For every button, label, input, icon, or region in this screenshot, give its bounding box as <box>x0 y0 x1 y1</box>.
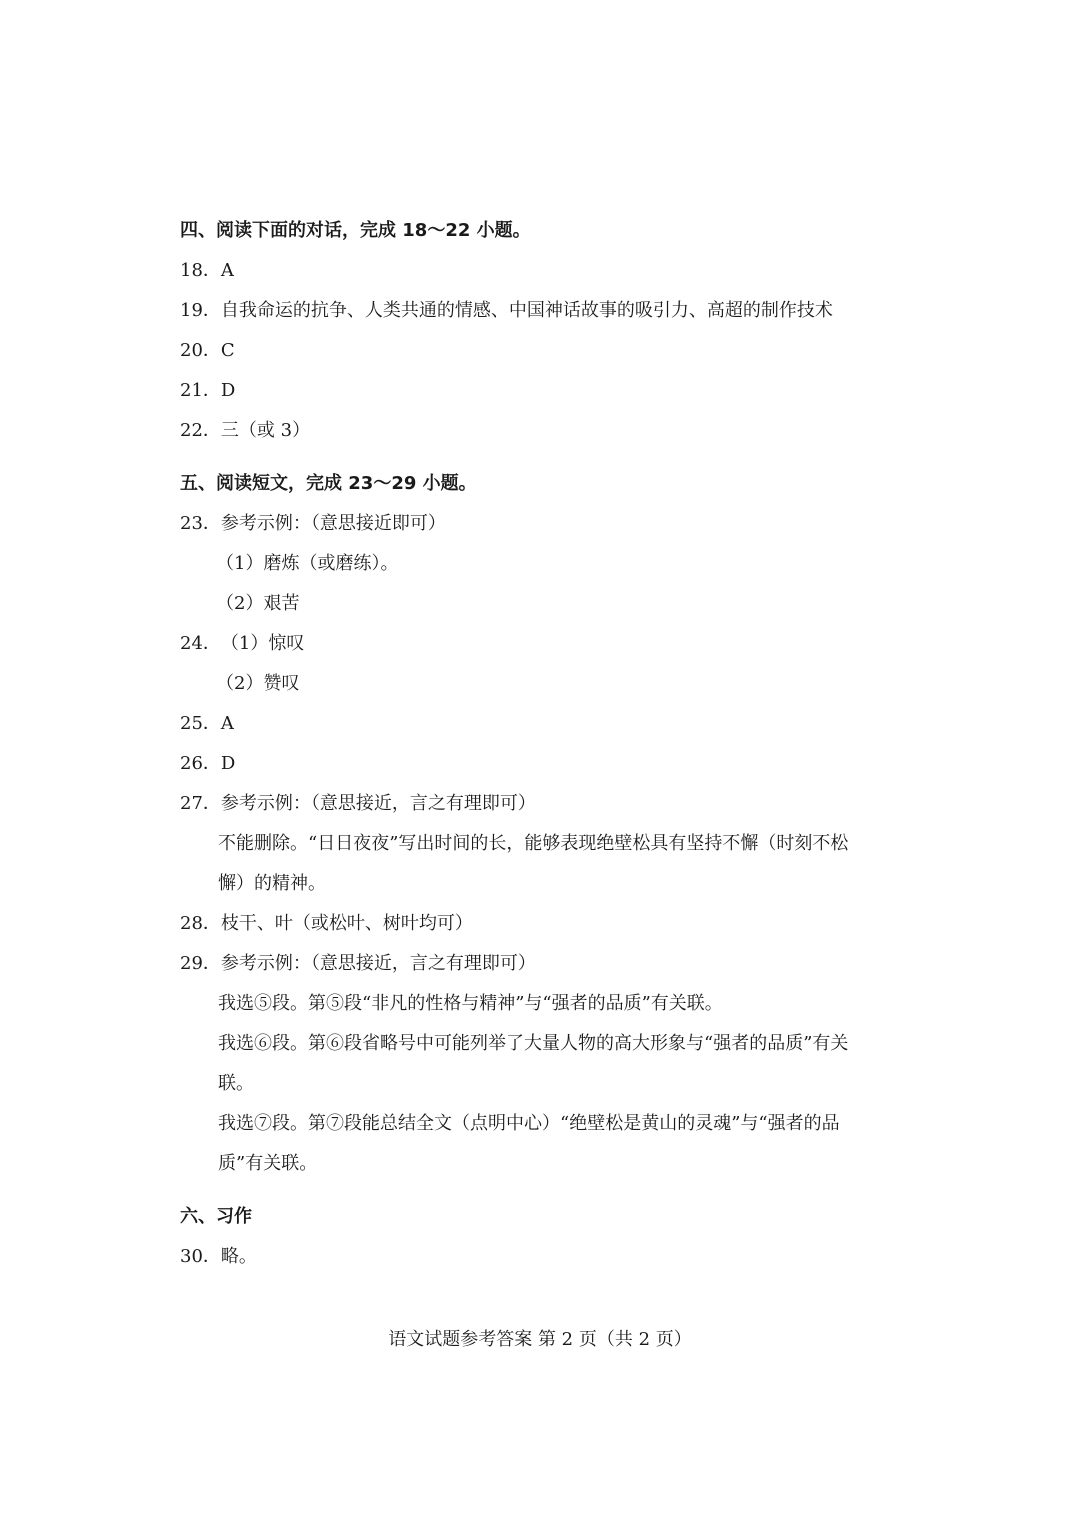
answer-text: 三（或 3） <box>220 420 311 441</box>
answer-29-line-3: 联。 <box>218 1073 254 1094</box>
answer-27 <box>180 792 536 816</box>
answer-text: A <box>220 260 234 281</box>
answer-text: 枝干、叶（或松叶、树叶均可） <box>220 913 473 934</box>
answer-text: 自我命运的抗争、人类共通的情感、中国神话故事的吸引力、高超的制作技术 <box>220 300 833 321</box>
answer-24 <box>180 632 304 656</box>
answer-28 <box>180 912 473 936</box>
answer-26 <box>180 752 235 776</box>
question-number: 28． <box>180 913 221 934</box>
answer-text: 参考示例：（意思接近即可） <box>220 513 446 534</box>
answer-20 <box>180 339 235 363</box>
answer-text: A <box>220 713 234 734</box>
answer-text: 略。 <box>220 1246 257 1267</box>
answer-text: C <box>220 340 235 361</box>
section-6-heading: 六、习作 <box>180 1206 252 1227</box>
question-number: 27． <box>180 793 221 814</box>
question-number: 30． <box>180 1246 221 1267</box>
answer-23 <box>180 512 446 536</box>
section-4-heading: 四、阅读下面的对话，完成 18～22 小题。 <box>180 220 531 241</box>
question-number: 19． <box>180 300 221 321</box>
question-number: 24． <box>180 633 221 654</box>
answer-text: （1）惊叹 <box>220 633 305 654</box>
question-number: 29． <box>180 953 221 974</box>
answer-text: 参考示例：（意思接近，言之有理即可） <box>220 793 536 814</box>
answer-24-part-2: （2）赞叹 <box>216 673 300 694</box>
question-number: 26． <box>180 753 221 774</box>
question-number: 23． <box>180 513 221 534</box>
answer-21 <box>180 379 235 403</box>
answer-23-part-2: （2）艰苦 <box>216 593 300 614</box>
answer-text: D <box>220 380 236 401</box>
answer-text: D <box>220 753 236 774</box>
answer-25 <box>180 712 234 736</box>
question-number: 20． <box>180 340 221 361</box>
question-number: 21． <box>180 380 221 401</box>
answer-29-line-4: 我选⑦段。第⑦段能总结全文（点明中心）“绝壁松是黄山的灵魂”与“强者的品 <box>218 1113 840 1134</box>
answer-30 <box>180 1245 257 1269</box>
question-number: 25． <box>180 713 221 734</box>
answer-29-line-1: 我选⑤段。第⑤段“非凡的性格与精神”与“强者的品质”有关联。 <box>218 993 723 1014</box>
answer-18 <box>180 259 234 283</box>
answer-19 <box>180 299 833 323</box>
answer-23-part-1: （1）磨炼（或磨练）。 <box>216 553 399 574</box>
question-number: 18． <box>180 260 221 281</box>
answer-27-line-1: 不能删除。“日日夜夜”写出时间的长，能够表现绝壁松具有坚持不懈（时刻不松 <box>218 833 849 854</box>
answer-29-line-5: 质”有关联。 <box>218 1153 318 1174</box>
answer-text: 参考示例：（意思接近，言之有理即可） <box>220 953 536 974</box>
page-footer: 语文试题参考答案 第 2 页（共 2 页） <box>388 1329 692 1350</box>
answer-22 <box>180 419 310 443</box>
question-number: 22． <box>180 420 221 441</box>
section-5-heading: 五、阅读短文，完成 23～29 小题。 <box>180 473 477 494</box>
answer-27-line-2: 懈）的精神。 <box>218 873 326 894</box>
answer-29-line-2: 我选⑥段。第⑥段省略号中可能列举了大量人物的高大形象与“强者的品质”有关 <box>218 1033 849 1054</box>
answer-29 <box>180 952 536 976</box>
